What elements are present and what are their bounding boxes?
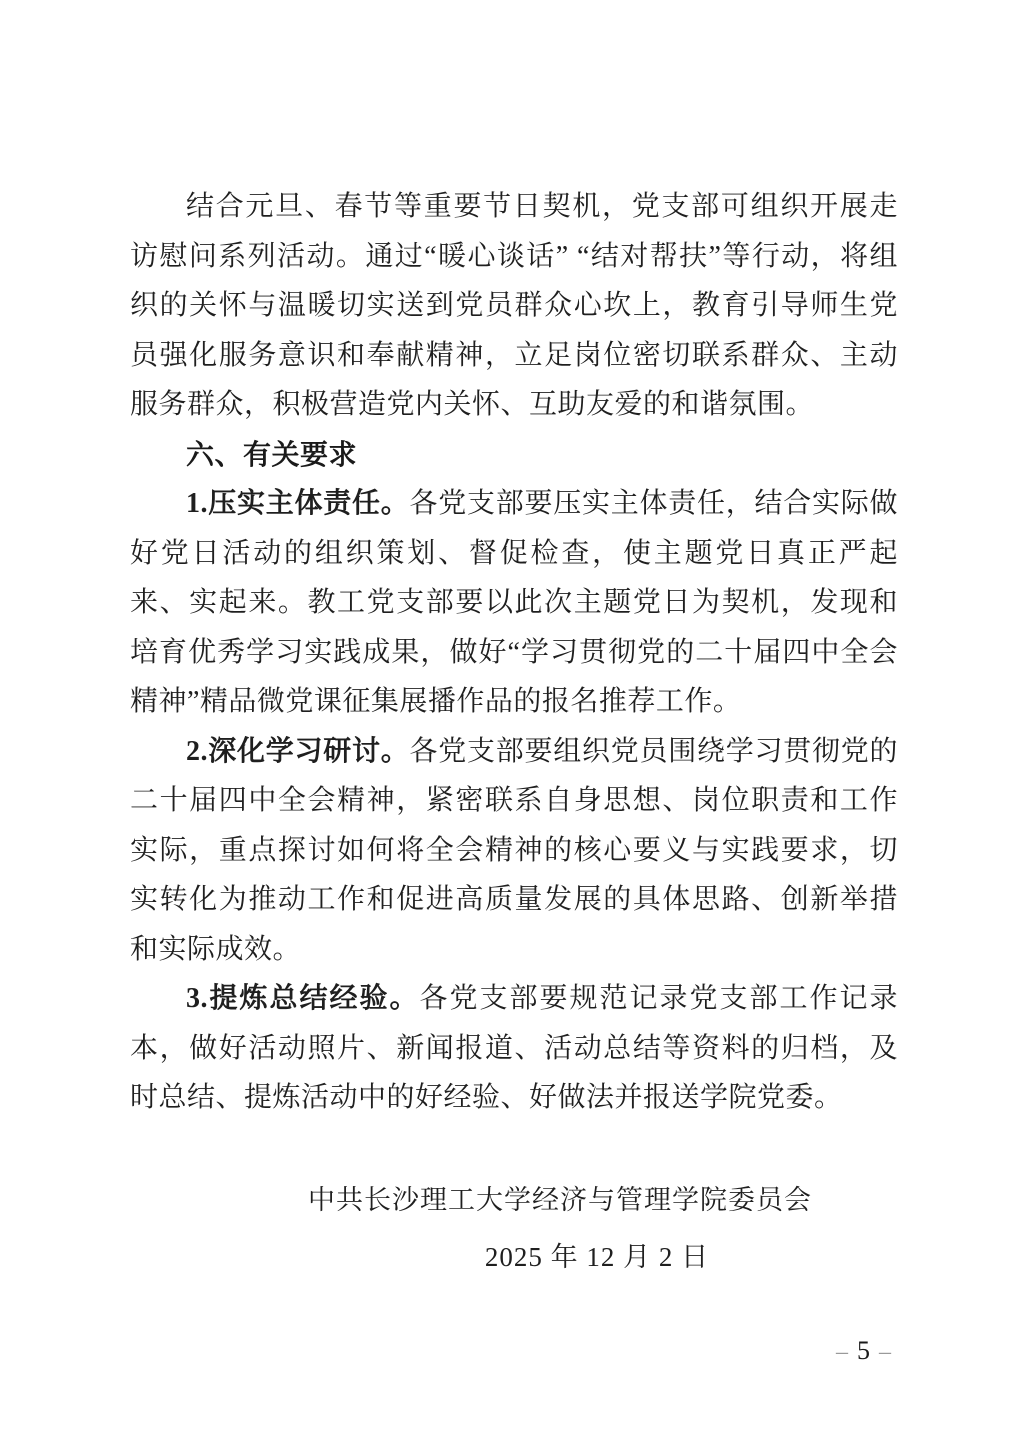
page-number [827, 1338, 900, 1365]
requirement-item-2-body: 各党支部要组织党员围绕学习贯彻党的二十届四中全会精神，紧密联系自身思想、岗位职责和工作实际，重点探讨如何将全会精神的核心要义与实践要求，切实转化为推动工作和促进高质量发展的具体思路、创新举措和实际成效。 [130, 735, 898, 965]
page-number-right-dash: – [879, 1339, 891, 1365]
requirement-item-1-body: 各党支部要压实主体责任，结合实际做好党日活动的组织策划、督促检查，使主题党日真正严起来、实起来。教工党支部要以此次主题党日为契机，发现和培育优秀学习实践成果，做好“学习贯彻党的二十届四中全会精神”精品微党课征集展播作品的报名推荐工作。 [130, 488, 898, 717]
requirement-item-3-lead: 3.提炼总结经验。 [186, 983, 420, 1014]
intro-paragraph: 结合元旦、春节等重要节日契机，党支部可组织开展走访慰问系列活动。通过“暖心谈话” “结对帮扶”等行动，将组织的关怀与温暖切实送到党员群众心坎上，教育引导师生党员强化服务意识和奉献精神，立足岗位密切联系群众、主动服务群众，积极营造党内关怀、互助友爱的和谐氛围。 [130, 191, 898, 420]
requirement-item-2-lead: 2.深化学习研讨。 [186, 735, 410, 767]
requirement-item-3-body: 各党支部要规范记录党支部工作记录本，做好活动照片、新闻报道、活动总结等资料的归档，及时总结、提炼活动中的好经验、好做法并报送学院党委。 [130, 983, 898, 1113]
signature-date: 2025 年 12 月 2 日 [484, 1242, 710, 1272]
requirement-item-1-lead: 1.压实主体责任。 [186, 488, 410, 519]
signature-committee-name: 中共长沙理工大学经济与管理学院委员会 [308, 1184, 812, 1215]
document-body [130, 182, 898, 1283]
requirement-item-1 [130, 479, 898, 727]
page-number-value: 5 [857, 1336, 870, 1365]
section-heading: 六、有关要求 [186, 438, 358, 470]
page-number-left-dash: – [836, 1339, 848, 1365]
signature-block [130, 1176, 898, 1283]
requirement-item-2 [130, 727, 898, 975]
requirement-item-3 [130, 974, 898, 1123]
